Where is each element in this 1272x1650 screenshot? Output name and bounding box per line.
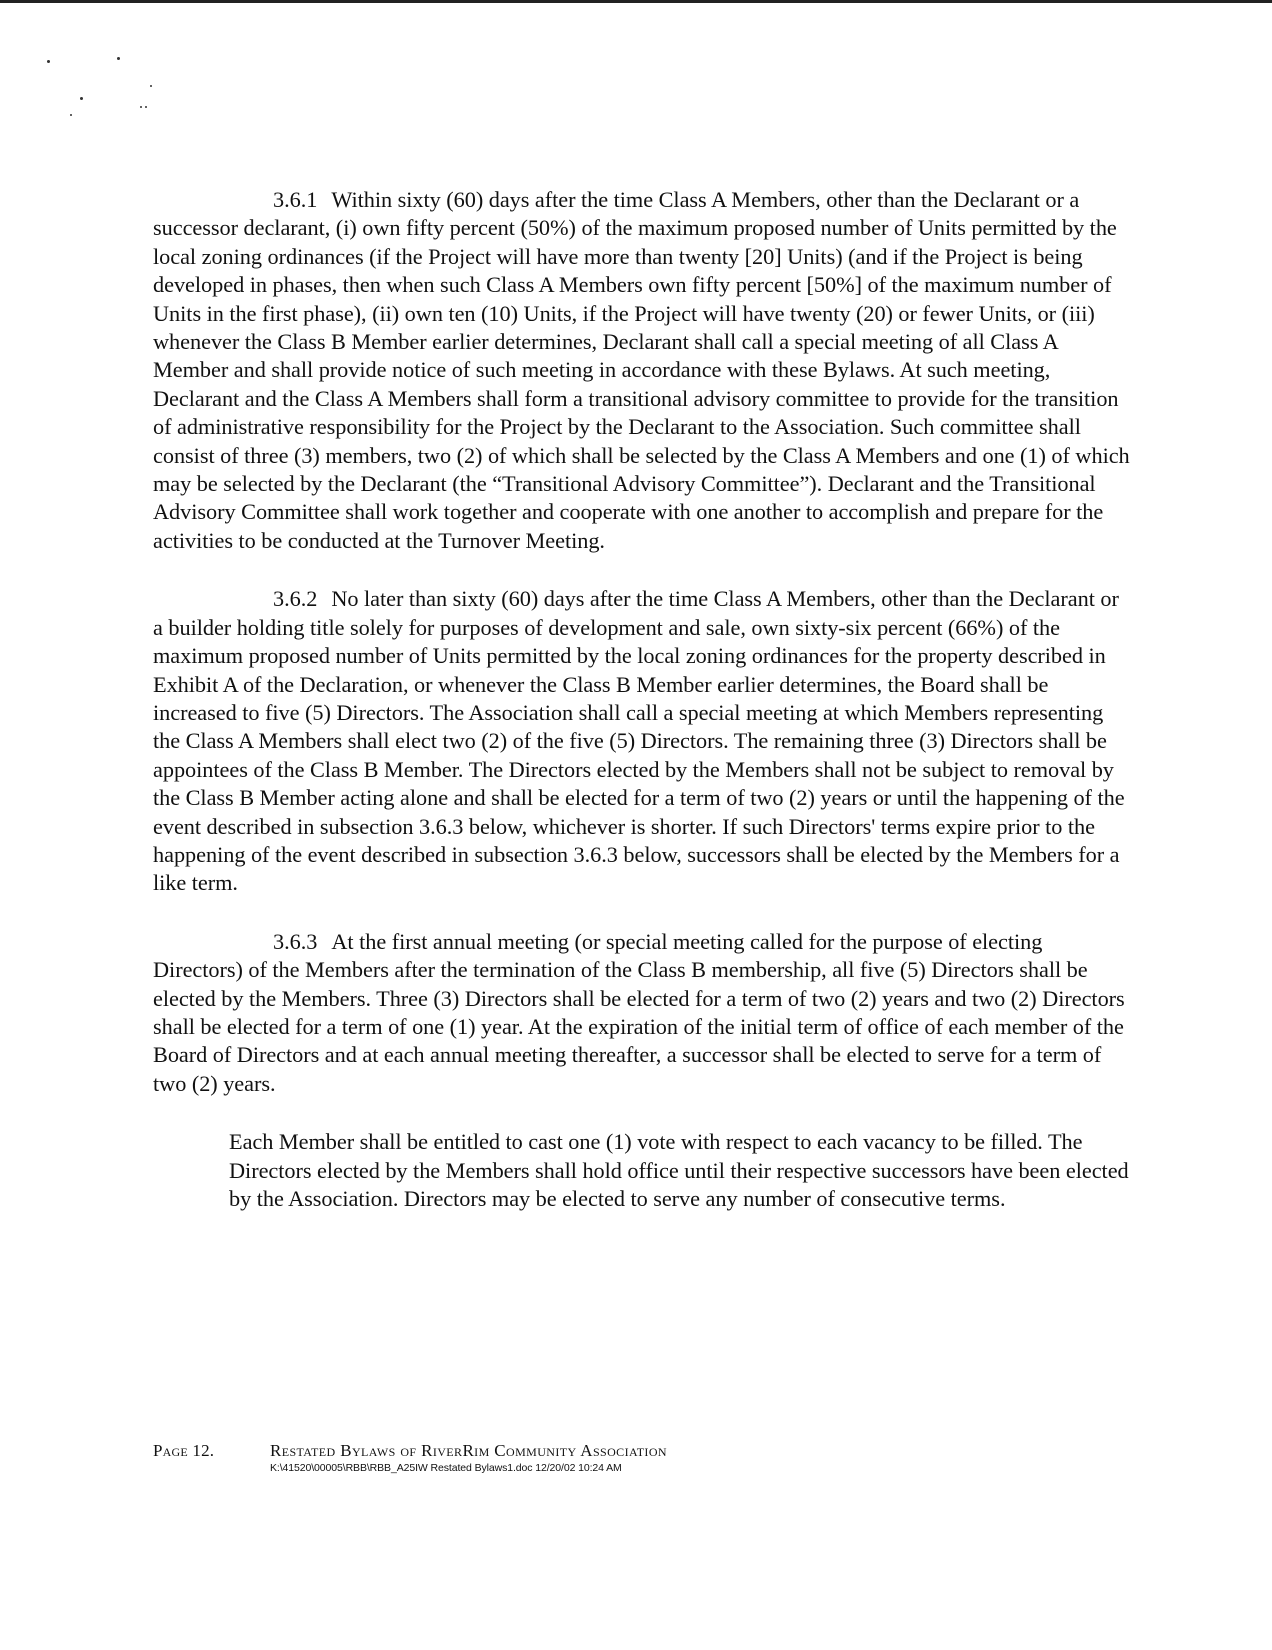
page-footer [153, 1441, 1133, 1475]
scan-top-edge [0, 0, 1272, 3]
section-text: At the first annual meeting (or special meeting called for the purpose of electing Directors) of the Members after the termination of the Class B membership, all five (5) Directors shall be elected by the Members. Three (3) Directors shall be elected for a term of two (2) years and two (2) Directors shall be elected for a term of one (1) year. At the expiration of the initial term of office of each member of the Board of Directors and at each annual meeting thereafter, a successor shall be elected to serve for a term of two (2) years. [153, 928, 1125, 1096]
section-3-6-1 [153, 186, 1133, 555]
section-number: 3.6.2 [273, 586, 318, 612]
footer-title-line [153, 1441, 1133, 1461]
scan-speck [140, 106, 142, 108]
section-text: No later than sixty (60) days after the time Class A Members, other than the Declarant or a builder holding title solely for purposes of development and sale, own sixty-six percent (66%) of the maximum proposed number of Units permitted by the local zoning ordinances for the property described in Exhibit A of the Declaration, or whenever the Class B Member earlier determines, the Board shall be increased to five (5) Directors. The Association shall call a special meeting at which Members representing the Class A Members shall elect two (2) of the five (5) Directors. The remaining three (3) Directors shall be appointees of the Class B Member. The Directors elected by the Members shall not be subject to removal by the Class B Member acting alone and shall be elected for a term of two (2) years or until the happening of the event described in subsection 3.6.3 below, whichever is shorter. If such Directors' terms expire prior to the happening of the event described in subsection 3.6.3 below, successors shall be elected by the Members for a like term. [153, 586, 1125, 896]
closing-paragraph: Each Member shall be entitled to cast one (1) vote with respect to each vacancy to be filled. The Directors elected by the Members shall hold office until their respective successors have been elected by the Association. Directors may be elected to serve any number of consecutive terms. [229, 1129, 1129, 1211]
section-3-6-3 [153, 928, 1133, 1098]
scan-speck [145, 106, 147, 108]
document-title: Restated Bylaws of RiverRim Community Association [270, 1441, 667, 1460]
section-3-6-2 [153, 585, 1133, 897]
section-number: 3.6.1 [273, 187, 318, 212]
section-number: 3.6.3 [273, 928, 318, 954]
page-number: Page 12. [153, 1441, 215, 1460]
document-body [153, 186, 1133, 1213]
scan-speck [150, 85, 152, 87]
section-text: Within sixty (60) days after the time Class A Members, other than the Declarant or a successor declarant, (i) own fifty percent (50%) of the maximum proposed number of Units permitted by the local zoning ordinances (if the Project will have more than twenty [20] Units) (and if the Project is being developed in phases, then when such Class A Members own fifty percent [50%] of the maximum number of Units in the first phase), (ii) own ten (10) Units, if the Project will have twenty (20) or fewer Units, or (iii) whenever the Class B Member earlier determines, Declarant shall call a special meeting of all Class A Member and shall provide notice of such meeting in accordance with these Bylaws. At such meeting, Declarant and the Class A Members shall form a transitional advisory committee to provide for the transition of administrative responsibility for the Project by the Declarant to the Association. Such committee shall consist of three (3) members, two (2) of which shall be selected by the Class A Members and one (1) of which may be selected by the Declarant (the “Transitional Advisory Committee”). Declarant and the Transitional Advisory Committee shall work together and cooperate with one another to accomplish and prepare for the activities to be conducted at the Turnover Meeting. [153, 187, 1130, 553]
file-path: K:\41520\00005\RBB\RBB_A25IW Restated Bylaws1.doc 12/20/02 10:24 AM [270, 1462, 622, 1474]
scan-speck [117, 57, 120, 60]
scan-speck [80, 97, 83, 100]
scan-speck [47, 60, 50, 63]
scan-speck [70, 114, 72, 116]
